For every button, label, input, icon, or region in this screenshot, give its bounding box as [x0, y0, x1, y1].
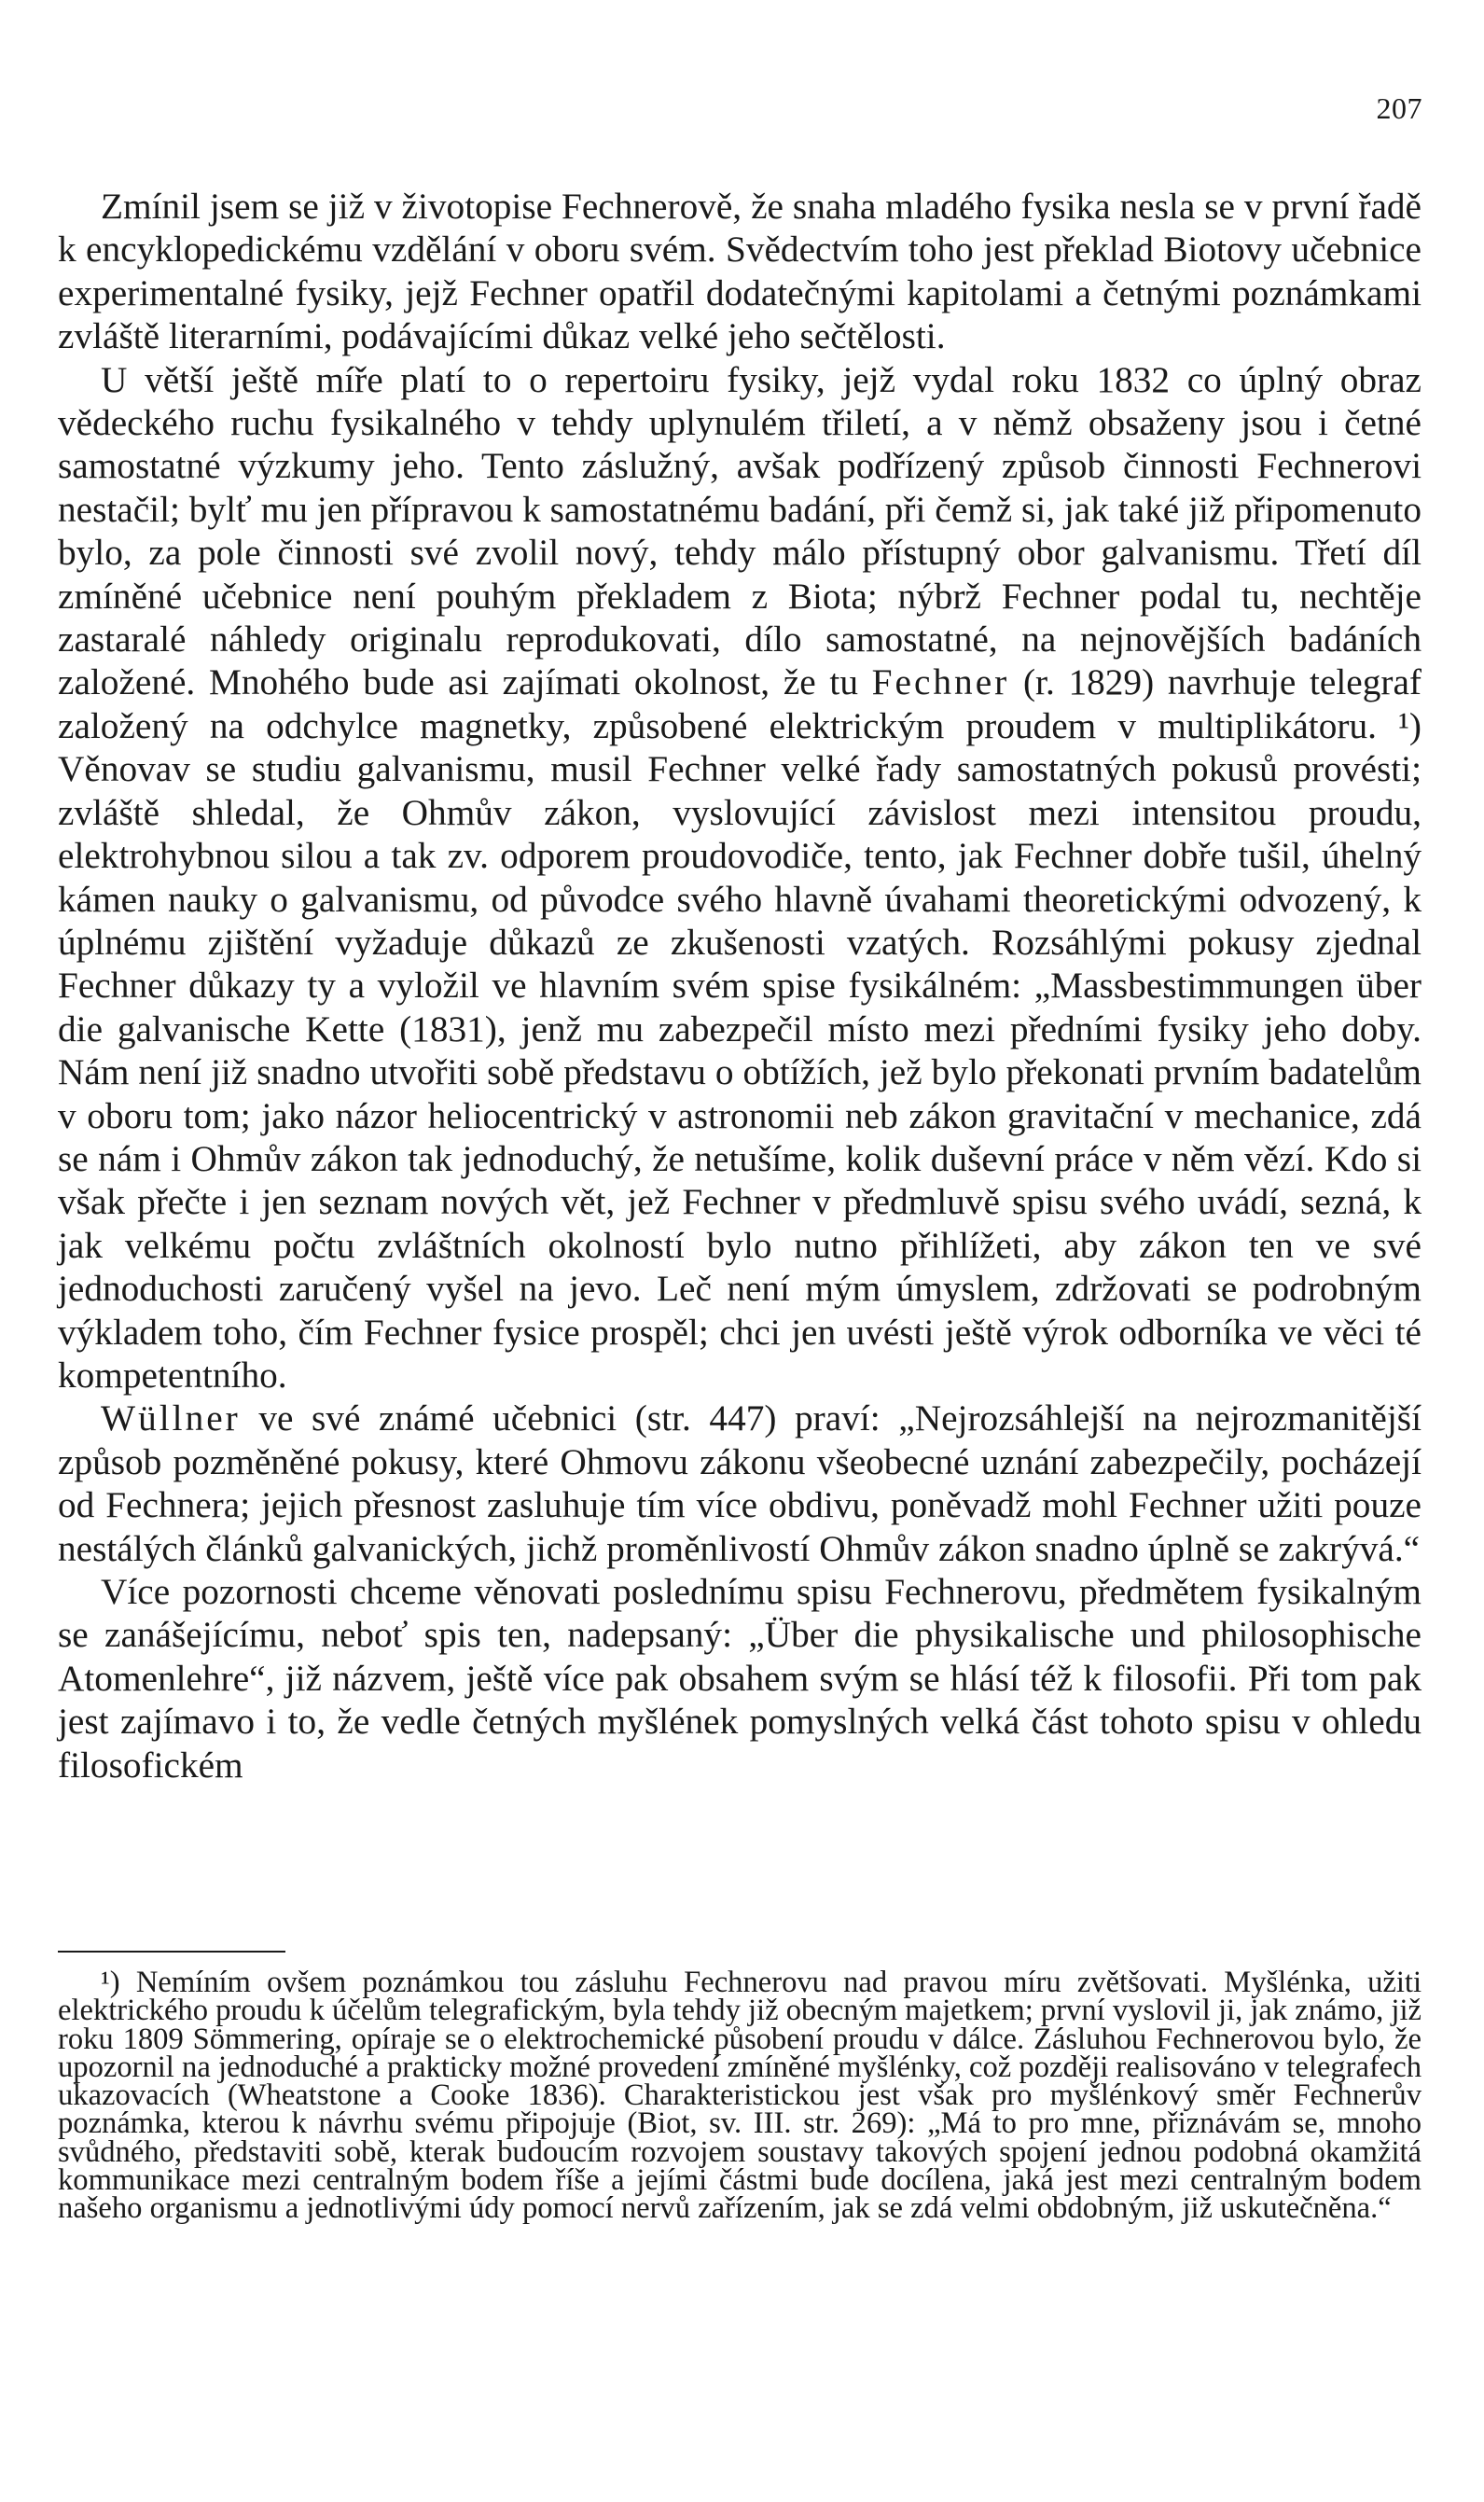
paragraph-3-text: ve své známé učebnici (str. 447) praví: „Nejrozsáhlejší na nejrozmanitější způsob pozměněné pokusy, které Ohmovu zákonu všeobecné uznání zabezpečily, pocházejí od Fechnera; jejich přesnost zasluhuje tím více obdivu, poněvadž mohl Fechner užiti pouze nestálých článků galvanických, jichž proměnlivostí Ohmův zákon snadno úplně se zakrývá.“ — [58, 1397, 1422, 1569]
paragraph-1: Zmínil jsem se již v životopise Fechnerově, že snaha mladého fysika nesla se v první řadě k encyklopedickému vzdělání v oboru svém. Svědectvím toho jest překlad Biotovy učebnice experimentalné fysiky, jejž Fechner opatřil dodatečnými kapitolami a četnými poznámkami zvláště literarními, podávajícími důkaz velké jeho sečtělosti. — [58, 186, 1422, 357]
paragraph-2-end: (r. 1829) navrhuje telegraf založený na odchylce magnetky, způsobené elektrickým proudem v multiplikátoru. ¹) Věnovav se studiu galvanismu, musil Fechner velké řady samostatných pokusů provésti; zvláště shledal, že Ohmův zákon, vyslovující závislost mezi intensitou proudu, elektrohybnou silou a tak zv. odporem proudovodiče, tento, jak Fechner dobře tušil, úhelný kámen nauky o galvanismu, od původce svého hlavně úvahami theoretickými odvozený, k úplnému zjištění vyžaduje důkazů ze zkušenosti vzatých. Rozsáhlými pokusy zjednal Fechner důkazy ty a vyložil ve hlavním svém spise fysikálném: „Massbestimmungen über die galvanische Kette (1831), jenž mu zabezpečil místo mezi předními fysiky jeho doby. Nám není již snadno utvořiti sobě představu o obtížích, jež bylo překonati prvním badatelům v oboru tom; jako názor heliocentrický v astronomii neb zákon gravitační v mechanice, zdá se nám i Ohmův zákon tak jednoduchý, že netušíme, kolik duševní práce v něm vězí. Kdo si však přečte i jen seznam nových vět, jež Fechner v předmluvě spisu svého uvádí, sezná, k jak velkému počtu zvláštních okolností bylo nutno přihlížeti, aby zákon ten ve své jednoduchosti zaručený vyšel na jevo. Leč není mým úmyslem, zdržovati se podrobným výkladem toho, čím Fechner fysice prospěl; chci jen uvésti ještě výrok odborníka ve věci té kompetentního. — [58, 661, 1422, 1396]
footnote-1: ¹) Nemíním ovšem poznámkou tou zásluhu Fechnerovu nad pravou míru zvětšovati. Myšlénka, užiti elektrického proudu k účelům telegrafickým, byla tehdy již obecným majetkem; první vyslovil ji, jak známo, již roku 1809 Sömmering, opíraje se o elektrochemické působení proudu v dálce. Zásluhou Fechnerovou bylo, že upozornil na jednoduché a prakticky možné provedení zmíněné myšlénky, což později realisováno v telegrafech ukazovacích (Wheatstone a Cooke 1836). Charakteristickou jest však pro myšlénkový směr Fechnerův poznámka, kterou k návrhu svému připojuje (Biot, sv. III. str. 269): „Má to pro mne, přiznávám se, mnoho svůdného, představiti sobě, kterak budoucím rozvojem soustavy takových spojení jednou podobná okamžitá kommunikace mezi centralným bodem říše a jejími částmi bude docílena, jaká jest mezi centralným bodem našeho organismu a jednotlivými údy pomocí nervů zařízením, jak se zdá velmi obdobným, již uskutečněna.“ — [58, 1966, 1422, 2226]
footnote-separator — [58, 1951, 285, 1953]
emphasized-name-wullner: Wüllner — [101, 1397, 241, 1439]
paragraph-3 — [58, 1397, 1422, 1570]
footnotes — [58, 1966, 1422, 2226]
page-number: 207 — [1376, 91, 1422, 125]
emphasized-name-fechner: Fechner — [871, 661, 1010, 703]
main-text — [58, 185, 1422, 1786]
paragraph-2-start: U větší ještě míře platí to o repertoiru fysiky, jejž vydal roku 1832 co úplný obraz vědeckého ruchu fysikalného v tehdy uplynulém třiletí, a v němž obsaženy jsou i četné samostatné výzkumy jeho. Tento záslužný, avšak podřízený způsob činnosti Fechnerovi nestačil; bylť mu jen přípravou k samostatnému badání, při čemž si, jak také již připomenuto bylo, za pole činnosti své zvolil nový, tehdy málo přístupný obor galvanismu. Třetí díl zmíněné učebnice není pouhým překladem z Biota; nýbrž Fechner podal tu, nechtěje zastaralé náhledy originalu reprodukovati, dílo samostatné, na nejnovějších badáních založené. Mnohého bude asi zajímati okolnost, že tu — [58, 358, 1422, 703]
paragraph-2 — [58, 358, 1422, 1397]
paragraph-4: Více pozornosti chceme věnovati poslednímu spisu Fechnerovu, předmětem fysikalným se zanášejícímu, neboť spis ten, nadepsaný: „Über die physikalische und philosophische Atomenlehre“, již názvem, ještě více pak obsahem svým se hlásí též k filosofii. Při tom pak jest zajímavo i to, že vedle četných myšlének pomyslných velká část tohoto spisu v ohledu filosofickém — [58, 1571, 1422, 1786]
